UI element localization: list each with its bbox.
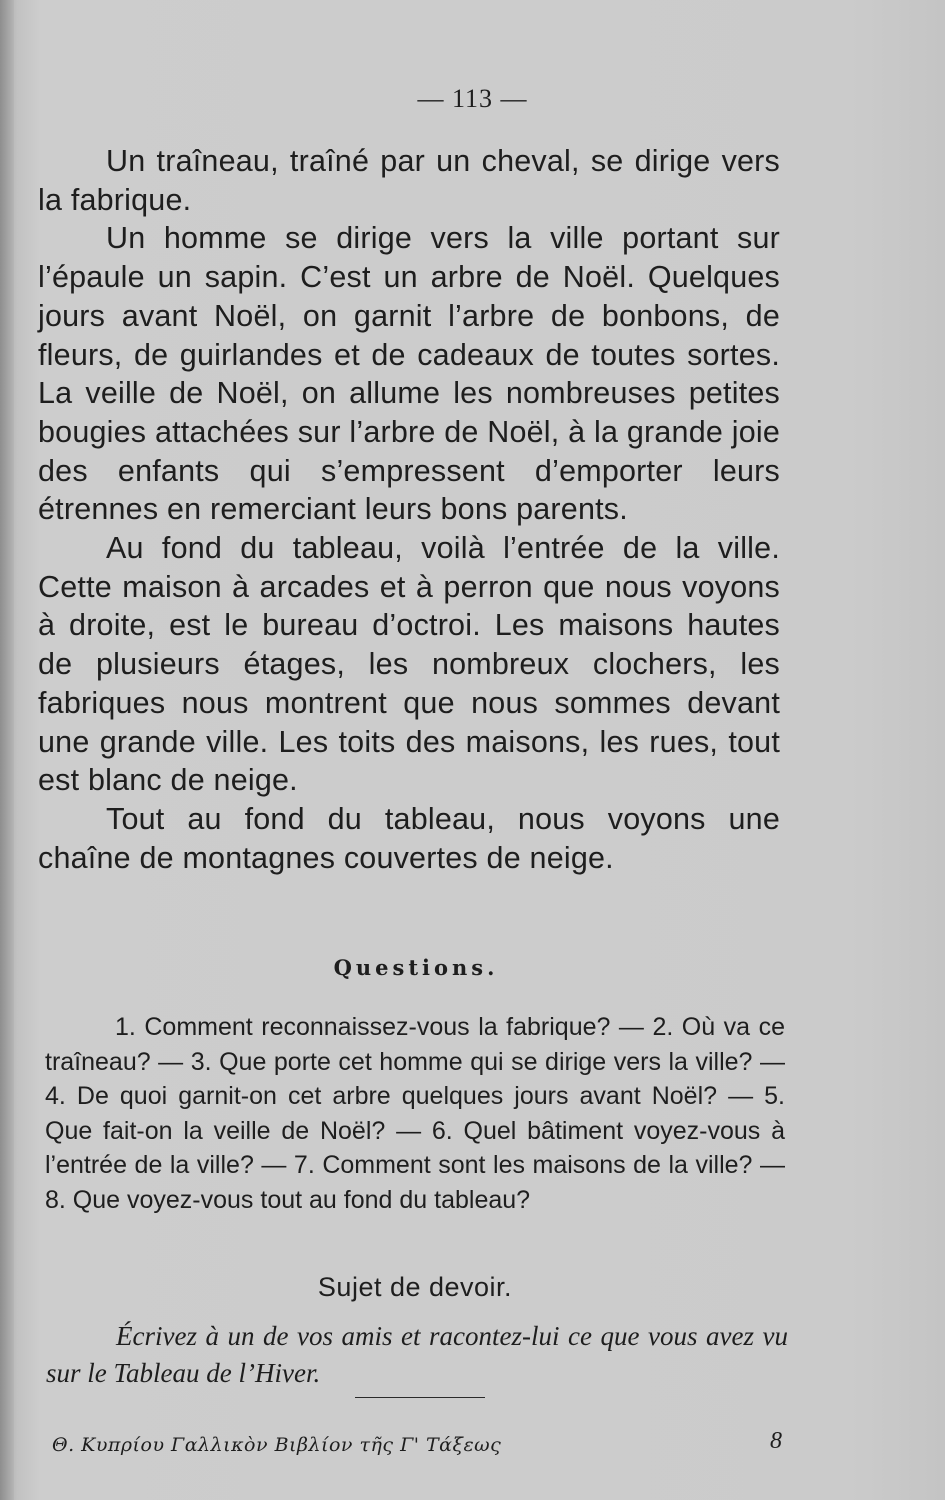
paragraph-ville: Au fond du tableau, voilà l’entrée de la ville. Cette maison à arcades et à perron que nous voyons à droite, est le bureau d’octroi. Les maisons hautes de plusieurs étages, les nombreux clochers, les fabriques nous montrent que nous sommes devant une grande ville. Les toits des maisons, les rues, tout est blanc de neige.	[38, 531, 780, 798]
paragraph-sapin: Un homme se dirige vers la ville portant sur l’épaule un sapin. C’est un arbre de Noël. Quelques jours avant Noël, on garnit l’arbre de bonbons, de fleurs, de guirlandes et de cadeaux de toutes sortes. La veille de Noël, on allume les nombreuses petites bougies attachées sur l’arbre de Noël, à la grande joie des enfants qui s’empressent d’emporter leurs étrennes en remerciant leurs bons parents.	[38, 221, 780, 527]
questions-paragraph: 1. Comment reconnaissez-vous la fabrique? — 2. Où va ce traîneau? — 3. Que porte cet homme qui se dirige vers la ville? — 4. De quoi garnit-on cet arbre quelques jours avant Noël? — 5. Que fait-on la veille de Noël? — 6. Quel bâtiment voyez-vous à l’entrée de la ville? — 7. Comment sont les maisons de la ville? — 8. Que voyez-vous tout au fond du tableau?	[45, 1013, 785, 1214]
devoir-paragraph: Écrivez à un de vos amis et racontez-lui ce que vous avez vu sur le Tableau de l’Hiver.	[46, 1321, 788, 1388]
questions-heading: Questions.	[333, 955, 499, 980]
page-number: — 113 —	[417, 84, 528, 113]
sheet-number: 8	[770, 1428, 782, 1454]
body-text	[38, 142, 780, 877]
paragraph-traineau: Un traîneau, traîné par un cheval, se dirige vers la fabrique.	[38, 144, 780, 217]
divider-rule	[355, 1397, 485, 1398]
paragraph-montagnes: Tout au fond du tableau, nous voyons une chaîne de montagnes couvertes de neige.	[38, 801, 780, 875]
devoir-heading: Sujet de devoir.	[317, 1272, 513, 1302]
devoir-prompt	[46, 1318, 788, 1392]
questions-list	[45, 1010, 785, 1217]
footer-signature: Θ. Κυπρίου Γαλλικὸν Βιβλίον τῆς Γ' Τάξεως	[52, 1434, 502, 1456]
